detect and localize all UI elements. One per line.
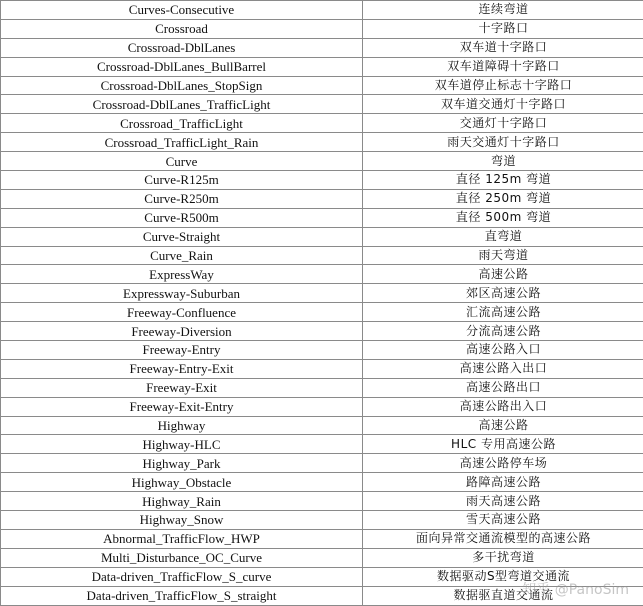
scenario-name-zh: 高速公路: [363, 416, 643, 435]
scenario-name-en: Freeway-Exit: [1, 378, 363, 397]
scenario-name-zh: 路障高速公路: [363, 473, 643, 492]
scenario-name-zh: HLC 专用高速公路: [363, 435, 643, 454]
scenario-name-zh: 高速公路出口: [363, 378, 643, 397]
scenario-name-zh: 数据驱直道交通流: [363, 586, 643, 605]
table-row: [1, 19, 643, 38]
scenario-name-en: Freeway-Confluence: [1, 303, 363, 322]
table-row: [1, 133, 643, 152]
scenario-name-zh: 汇流高速公路: [363, 303, 643, 322]
scenario-name-zh: 交通灯十字路口: [363, 114, 643, 133]
scenario-name-zh: 面向异常交通流模型的高速公路: [363, 529, 643, 548]
scenario-name-en: Crossroad-DblLanes_BullBarrel: [1, 57, 363, 76]
scenario-name-en: Crossroad: [1, 19, 363, 38]
scenario-name-en: Data-driven_TrafficFlow_S_straight: [1, 586, 363, 605]
scenario-name-en: Curve-R250m: [1, 189, 363, 208]
table-row: [1, 284, 643, 303]
scenario-name-zh: 雪天高速公路: [363, 511, 643, 530]
scenario-name-zh: 高速公路入出口: [363, 359, 643, 378]
scenario-name-en: Crossroad_TrafficLight: [1, 114, 363, 133]
table-row: [1, 473, 643, 492]
scenario-name-zh: 数据驱动S型弯道交通流: [363, 567, 643, 586]
scenario-name-en: Curves-Consecutive: [1, 1, 363, 20]
table-row: [1, 435, 643, 454]
table-row: [1, 1, 643, 20]
scenario-name-zh: 十字路口: [363, 19, 643, 38]
scenario-name-zh: 高速公路出入口: [363, 397, 643, 416]
scenario-name-en: Curve: [1, 152, 363, 171]
scenario-name-en: Curve-Straight: [1, 227, 363, 246]
scenario-name-zh: 雨天交通灯十字路口: [363, 133, 643, 152]
scenario-name-zh: 双车道交通灯十字路口: [363, 95, 643, 114]
table-row: [1, 341, 643, 360]
scenario-name-zh: 双车道十字路口: [363, 38, 643, 57]
scenario-name-zh: 直径 250m 弯道: [363, 189, 643, 208]
table-row: [1, 265, 643, 284]
scenario-name-en: Highway_Obstacle: [1, 473, 363, 492]
table-row: [1, 397, 643, 416]
scenario-name-en: Crossroad_TrafficLight_Rain: [1, 133, 363, 152]
table-row: [1, 246, 643, 265]
scenario-name-zh: 高速公路停车场: [363, 454, 643, 473]
scenario-name-en: Freeway-Diversion: [1, 322, 363, 341]
table-row: [1, 529, 643, 548]
scenario-name-en: Highway: [1, 416, 363, 435]
scenario-name-en: ExpressWay: [1, 265, 363, 284]
table-row: [1, 303, 643, 322]
scenario-table-body: [1, 1, 643, 606]
scenario-name-zh: 直径 125m 弯道: [363, 171, 643, 190]
table-row: [1, 416, 643, 435]
scenario-name-en: Multi_Disturbance_OC_Curve: [1, 548, 363, 567]
scenario-name-zh: 直径 500m 弯道: [363, 208, 643, 227]
table-row: [1, 586, 643, 605]
scenario-name-zh: 高速公路: [363, 265, 643, 284]
table-row: [1, 171, 643, 190]
scenario-name-zh: 高速公路入口: [363, 341, 643, 360]
table-row: [1, 227, 643, 246]
table-row: [1, 38, 643, 57]
scenario-name-zh: 雨天高速公路: [363, 492, 643, 511]
scenario-name-en: Curve-R500m: [1, 208, 363, 227]
table-row: [1, 511, 643, 530]
table-row: [1, 548, 643, 567]
scenario-name-zh: 雨天弯道: [363, 246, 643, 265]
table-row: [1, 454, 643, 473]
scenario-name-zh: 分流高速公路: [363, 322, 643, 341]
scenario-name-en: Curve_Rain: [1, 246, 363, 265]
table-row: [1, 359, 643, 378]
scenario-name-en: Freeway-Entry-Exit: [1, 359, 363, 378]
scenario-name-en: Highway_Rain: [1, 492, 363, 511]
table-row: [1, 152, 643, 171]
scenario-name-en: Crossroad-DblLanes_StopSign: [1, 76, 363, 95]
scenario-name-en: Expressway-Suburban: [1, 284, 363, 303]
table-row: [1, 57, 643, 76]
scenario-name-zh: 连续弯道: [363, 1, 643, 20]
table-row: [1, 95, 643, 114]
scenario-name-en: Abnormal_TrafficFlow_HWP: [1, 529, 363, 548]
table-row: [1, 322, 643, 341]
scenario-name-zh: 双车道停止标志十字路口: [363, 76, 643, 95]
scenario-name-en: Highway-HLC: [1, 435, 363, 454]
scenario-name-en: Highway_Park: [1, 454, 363, 473]
table-row: [1, 208, 643, 227]
scenario-name-zh: 多干扰弯道: [363, 548, 643, 567]
scenario-name-en: Curve-R125m: [1, 171, 363, 190]
table-row: [1, 114, 643, 133]
scenario-name-zh: 弯道: [363, 152, 643, 171]
scenario-name-zh: 直弯道: [363, 227, 643, 246]
table-row: [1, 378, 643, 397]
table-row: [1, 76, 643, 95]
table-row: [1, 567, 643, 586]
scenario-name-en: Freeway-Entry: [1, 341, 363, 360]
scenario-name-zh: 郊区高速公路: [363, 284, 643, 303]
table-row: [1, 189, 643, 208]
scenario-name-en: Data-driven_TrafficFlow_S_curve: [1, 567, 363, 586]
watermark: 知乎 @PanoSim: [522, 579, 629, 599]
scenario-name-zh: 双车道障碍十字路口: [363, 57, 643, 76]
table-row: [1, 492, 643, 511]
scenario-name-en: Highway_Snow: [1, 511, 363, 530]
scenario-name-en: Freeway-Exit-Entry: [1, 397, 363, 416]
scenario-name-en: Crossroad-DblLanes_TrafficLight: [1, 95, 363, 114]
scenario-name-en: Crossroad-DblLanes: [1, 38, 363, 57]
